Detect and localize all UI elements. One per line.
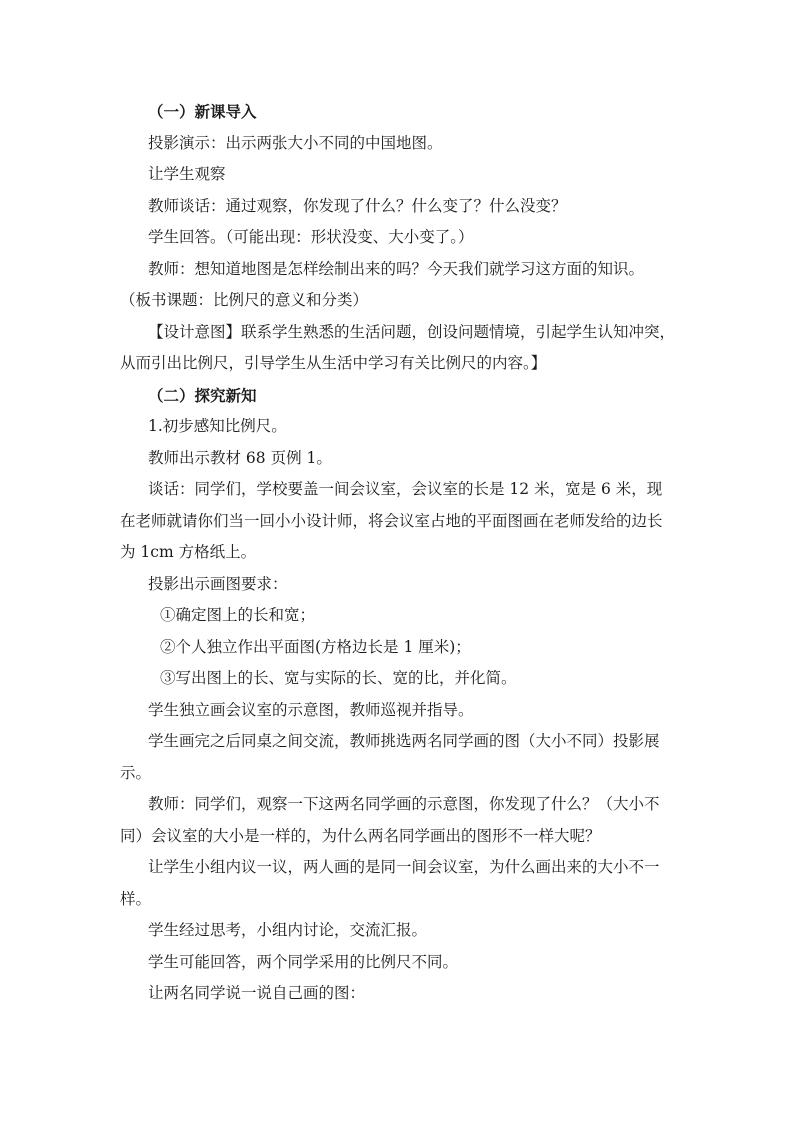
paragraph-line: 学生画完之后同桌之间交流，教师挑选两名同学画的图（大小不同）投影展 [148, 732, 660, 750]
section-heading-explore: （二）探究新知 [148, 385, 257, 405]
design-intent-line: 【设计意图】联系学生熟悉的生活问题，创设问题情境，引起学生认知冲突， [148, 322, 676, 341]
paragraph-line: 教师谈话：通过观察，你发现了什么？什么变了？什么没变？ [148, 196, 567, 215]
paragraph-line: （板书课题：比例尺的意义和分类） [120, 291, 369, 309]
paragraph-line: 为 1cm 方格纸上。 [120, 543, 257, 561]
design-intent-line: 从而引出比例尺，引导学生从生活中学习有关比例尺的内容。】 [120, 354, 547, 372]
paragraph-line: 谈话：同学们，学校要盖一间会议室，会议室的长是 12 米，宽是 6 米，现 [148, 480, 663, 498]
paragraph-line: 让学生小组内议一议，两人画的是同一间会议室，为什么画出来的大小不一 [148, 858, 660, 876]
paragraph-line: 学生独立画会议室的示意图，教师巡视并指导。 [148, 700, 474, 719]
paragraph-line: 让两名同学说一说自己画的图： [148, 984, 366, 1002]
requirement-item: ②个人独立作出平面图(方格边长是 1 厘米)； [160, 637, 471, 656]
paragraph-line: 让学生观察 [148, 165, 226, 183]
paragraph-line: 教师：同学们，观察一下这两名同学画的示意图，你发现了什么？（大小不 [148, 795, 660, 813]
paragraph-line: 1.初步感知比例尺。 [148, 417, 287, 435]
section-heading-intro: （一）新课导入 [148, 102, 257, 121]
paragraph-line: 教师：想知道地图是怎样绘制出来的吗？今天我们就学习这方面的知识。 [148, 259, 645, 278]
paragraph-line: 投影演示：出示两张大小不同的中国地图。 [148, 133, 443, 152]
paragraph-line: 在老师就请你们当一回小小设计师，将会议室占地的平面图画在老师发给的边长 [120, 511, 663, 530]
paragraph-line: 同）会议室的大小是一样的，为什么两名同学画出的图形不一样大呢？ [120, 826, 601, 845]
paragraph-line: 学生经过思考，小组内讨论，交流汇报。 [148, 921, 428, 939]
requirement-item: ①确定图上的长和宽； [160, 606, 316, 624]
paragraph-line: 示。 [120, 763, 152, 782]
paragraph-line: 学生回答。（可能出现：形状没变、大小变了。） [148, 228, 474, 246]
requirement-item: ③写出图上的长、宽与实际的长、宽的比，并化简。 [160, 669, 517, 687]
paragraph-line: 学生可能回答，两个同学采用的比例尺不同。 [148, 952, 459, 971]
paragraph-line: 样。 [120, 889, 152, 908]
document-body [120, 96, 680, 1010]
paragraph-line: 投影出示画图要求： [148, 574, 288, 593]
paragraph-line: 教师出示教材 68 页例 1。 [148, 448, 332, 467]
